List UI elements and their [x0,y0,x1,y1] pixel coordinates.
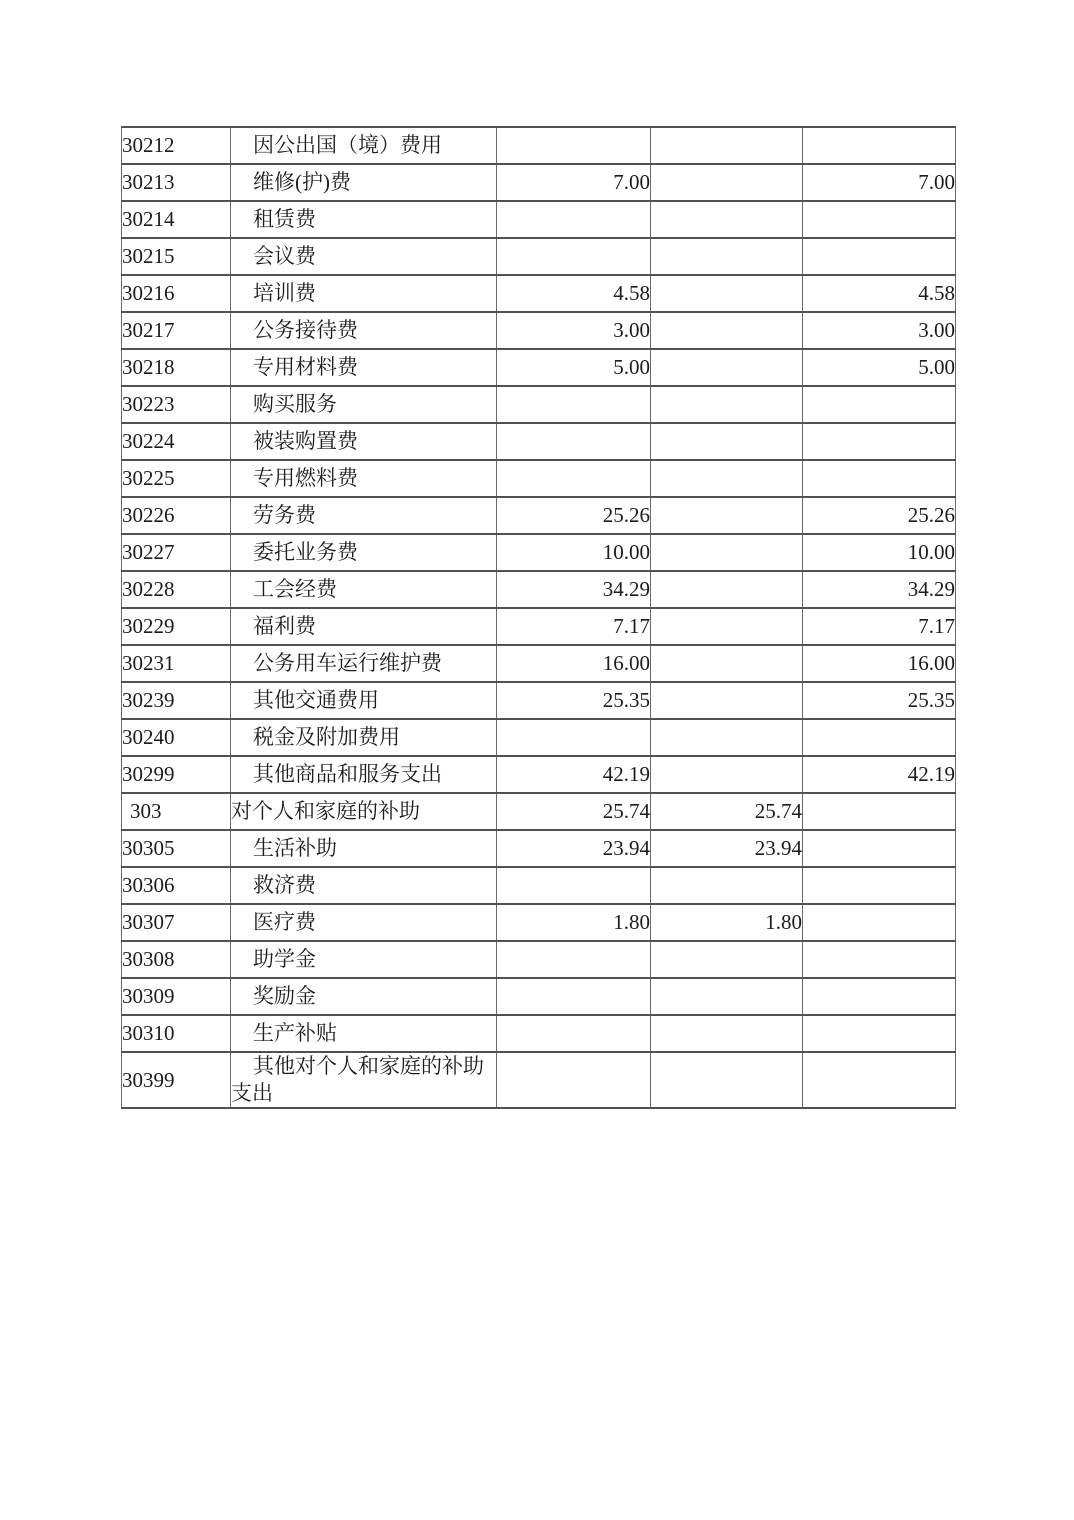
table-row [122,682,956,719]
cell-code: 30307 [122,904,231,941]
cell-value-col1: 23.94 [497,830,651,867]
cell-code: 30215 [122,238,231,275]
cell-value-col2 [651,645,803,682]
table-row [122,238,956,275]
cell-value-col1: 16.00 [497,645,651,682]
budget-table [121,126,956,1109]
cell-label: 医疗费 [231,904,497,941]
table-row [122,349,956,386]
cell-value-col1: 3.00 [497,312,651,349]
cell-value-col3: 3.00 [803,312,956,349]
cell-value-col1: 4.58 [497,275,651,312]
cell-code: 30227 [122,534,231,571]
cell-value-col3 [803,460,956,497]
table-row [122,164,956,201]
table-row [122,978,956,1015]
cell-label: 对个人和家庭的补助 [231,793,497,830]
cell-value-col3 [803,719,956,756]
cell-code: 30216 [122,275,231,312]
cell-value-col1: 7.00 [497,164,651,201]
cell-value-col3: 16.00 [803,645,956,682]
table-row [122,423,956,460]
cell-value-col2 [651,941,803,978]
cell-value-col1 [497,1052,651,1108]
cell-label: 生产补贴 [231,1015,497,1052]
cell-code: 30224 [122,423,231,460]
table-row [122,608,956,645]
cell-code: 30309 [122,978,231,1015]
cell-code: 30223 [122,386,231,423]
cell-value-col1 [497,941,651,978]
cell-label: 助学金 [231,941,497,978]
table-row [122,460,956,497]
cell-value-col1: 10.00 [497,534,651,571]
cell-label: 购买服务 [231,386,497,423]
cell-value-col1 [497,127,651,164]
table-row [122,534,956,571]
cell-code: 303 [122,793,231,830]
table-row [122,645,956,682]
table-row [122,312,956,349]
cell-value-col3 [803,127,956,164]
cell-value-col2 [651,719,803,756]
cell-value-col3: 5.00 [803,349,956,386]
cell-code: 30306 [122,867,231,904]
cell-value-col3: 25.35 [803,682,956,719]
table-row [122,201,956,238]
table-row [122,719,956,756]
cell-label: 委托业务费 [231,534,497,571]
cell-value-col3: 42.19 [803,756,956,793]
cell-value-col1 [497,719,651,756]
cell-value-col2 [651,1052,803,1108]
cell-label: 维修(护)费 [231,164,497,201]
cell-value-col2 [651,201,803,238]
cell-value-col1 [497,1015,651,1052]
cell-value-col3 [803,978,956,1015]
cell-value-col3: 4.58 [803,275,956,312]
cell-label: 税金及附加费用 [231,719,497,756]
cell-value-col2 [651,312,803,349]
cell-value-col3 [803,941,956,978]
cell-value-col1: 34.29 [497,571,651,608]
cell-value-col3 [803,830,956,867]
cell-label: 专用燃料费 [231,460,497,497]
cell-value-col3 [803,423,956,460]
cell-code: 30225 [122,460,231,497]
table-row [122,830,956,867]
cell-value-col1: 25.26 [497,497,651,534]
cell-value-col2 [651,164,803,201]
cell-value-col3 [803,1015,956,1052]
cell-value-col2 [651,497,803,534]
cell-value-col1 [497,978,651,1015]
cell-label: 奖励金 [231,978,497,1015]
cell-value-col1 [497,423,651,460]
cell-value-col2 [651,238,803,275]
cell-code: 30218 [122,349,231,386]
cell-value-col2 [651,349,803,386]
cell-label: 福利费 [231,608,497,645]
cell-label: 租赁费 [231,201,497,238]
cell-value-col2 [651,423,803,460]
cell-value-col2 [651,756,803,793]
cell-value-col1 [497,460,651,497]
table-row [122,756,956,793]
cell-code: 30231 [122,645,231,682]
cell-code: 30229 [122,608,231,645]
cell-value-col3 [803,867,956,904]
cell-label: 其他商品和服务支出 [231,756,497,793]
cell-value-col1 [497,867,651,904]
cell-value-col3 [803,238,956,275]
cell-value-col2 [651,978,803,1015]
cell-label: 其他交通费用 [231,682,497,719]
cell-label: 工会经费 [231,571,497,608]
cell-value-col1: 25.35 [497,682,651,719]
table-row [122,497,956,534]
cell-code: 30217 [122,312,231,349]
cell-value-col3: 34.29 [803,571,956,608]
budget-table-body [122,127,956,1108]
cell-label: 公务接待费 [231,312,497,349]
cell-value-col2 [651,1015,803,1052]
cell-value-col2 [651,534,803,571]
cell-label: 因公出国（境）费用 [231,127,497,164]
cell-value-col3 [803,386,956,423]
cell-value-col2 [651,682,803,719]
cell-label: 被装购置费 [231,423,497,460]
table-row [122,386,956,423]
cell-value-col1: 42.19 [497,756,651,793]
cell-value-col3: 7.17 [803,608,956,645]
cell-code: 30226 [122,497,231,534]
cell-value-col3: 10.00 [803,534,956,571]
cell-code: 30212 [122,127,231,164]
cell-code: 30308 [122,941,231,978]
cell-code: 30299 [122,756,231,793]
cell-value-col2 [651,460,803,497]
cell-code: 30239 [122,682,231,719]
cell-value-col1 [497,201,651,238]
cell-value-col3 [803,201,956,238]
table-row [122,941,956,978]
cell-code: 30214 [122,201,231,238]
cell-value-col3 [803,904,956,941]
cell-label: 生活补助 [231,830,497,867]
cell-label: 专用材料费 [231,349,497,386]
cell-label: 公务用车运行维护费 [231,645,497,682]
cell-label: 劳务费 [231,497,497,534]
cell-code: 30213 [122,164,231,201]
cell-value-col2: 25.74 [651,793,803,830]
cell-code: 30399 [122,1052,231,1108]
cell-value-col1: 1.80 [497,904,651,941]
table-row [122,867,956,904]
cell-value-col1 [497,238,651,275]
table-row [122,793,956,830]
cell-value-col1 [497,386,651,423]
cell-label: 救济费 [231,867,497,904]
table-row [122,127,956,164]
cell-value-col1: 7.17 [497,608,651,645]
cell-value-col3 [803,1052,956,1108]
cell-value-col2 [651,127,803,164]
table-row [122,571,956,608]
cell-code: 30305 [122,830,231,867]
cell-code: 30228 [122,571,231,608]
cell-value-col2 [651,386,803,423]
cell-label: 培训费 [231,275,497,312]
cell-value-col1: 25.74 [497,793,651,830]
cell-value-col2 [651,867,803,904]
cell-value-col3: 25.26 [803,497,956,534]
cell-value-col2 [651,608,803,645]
cell-value-col3 [803,793,956,830]
cell-value-col2 [651,275,803,312]
cell-label: 其他对个人和家庭的补助支出 [231,1052,497,1108]
table-row [122,904,956,941]
cell-code: 30310 [122,1015,231,1052]
cell-value-col2: 23.94 [651,830,803,867]
table-row [122,1015,956,1052]
table-row [122,275,956,312]
cell-value-col1: 5.00 [497,349,651,386]
cell-label: 会议费 [231,238,497,275]
cell-code: 30240 [122,719,231,756]
table-row [122,1052,956,1108]
cell-value-col3: 7.00 [803,164,956,201]
cell-value-col2: 1.80 [651,904,803,941]
cell-value-col2 [651,571,803,608]
